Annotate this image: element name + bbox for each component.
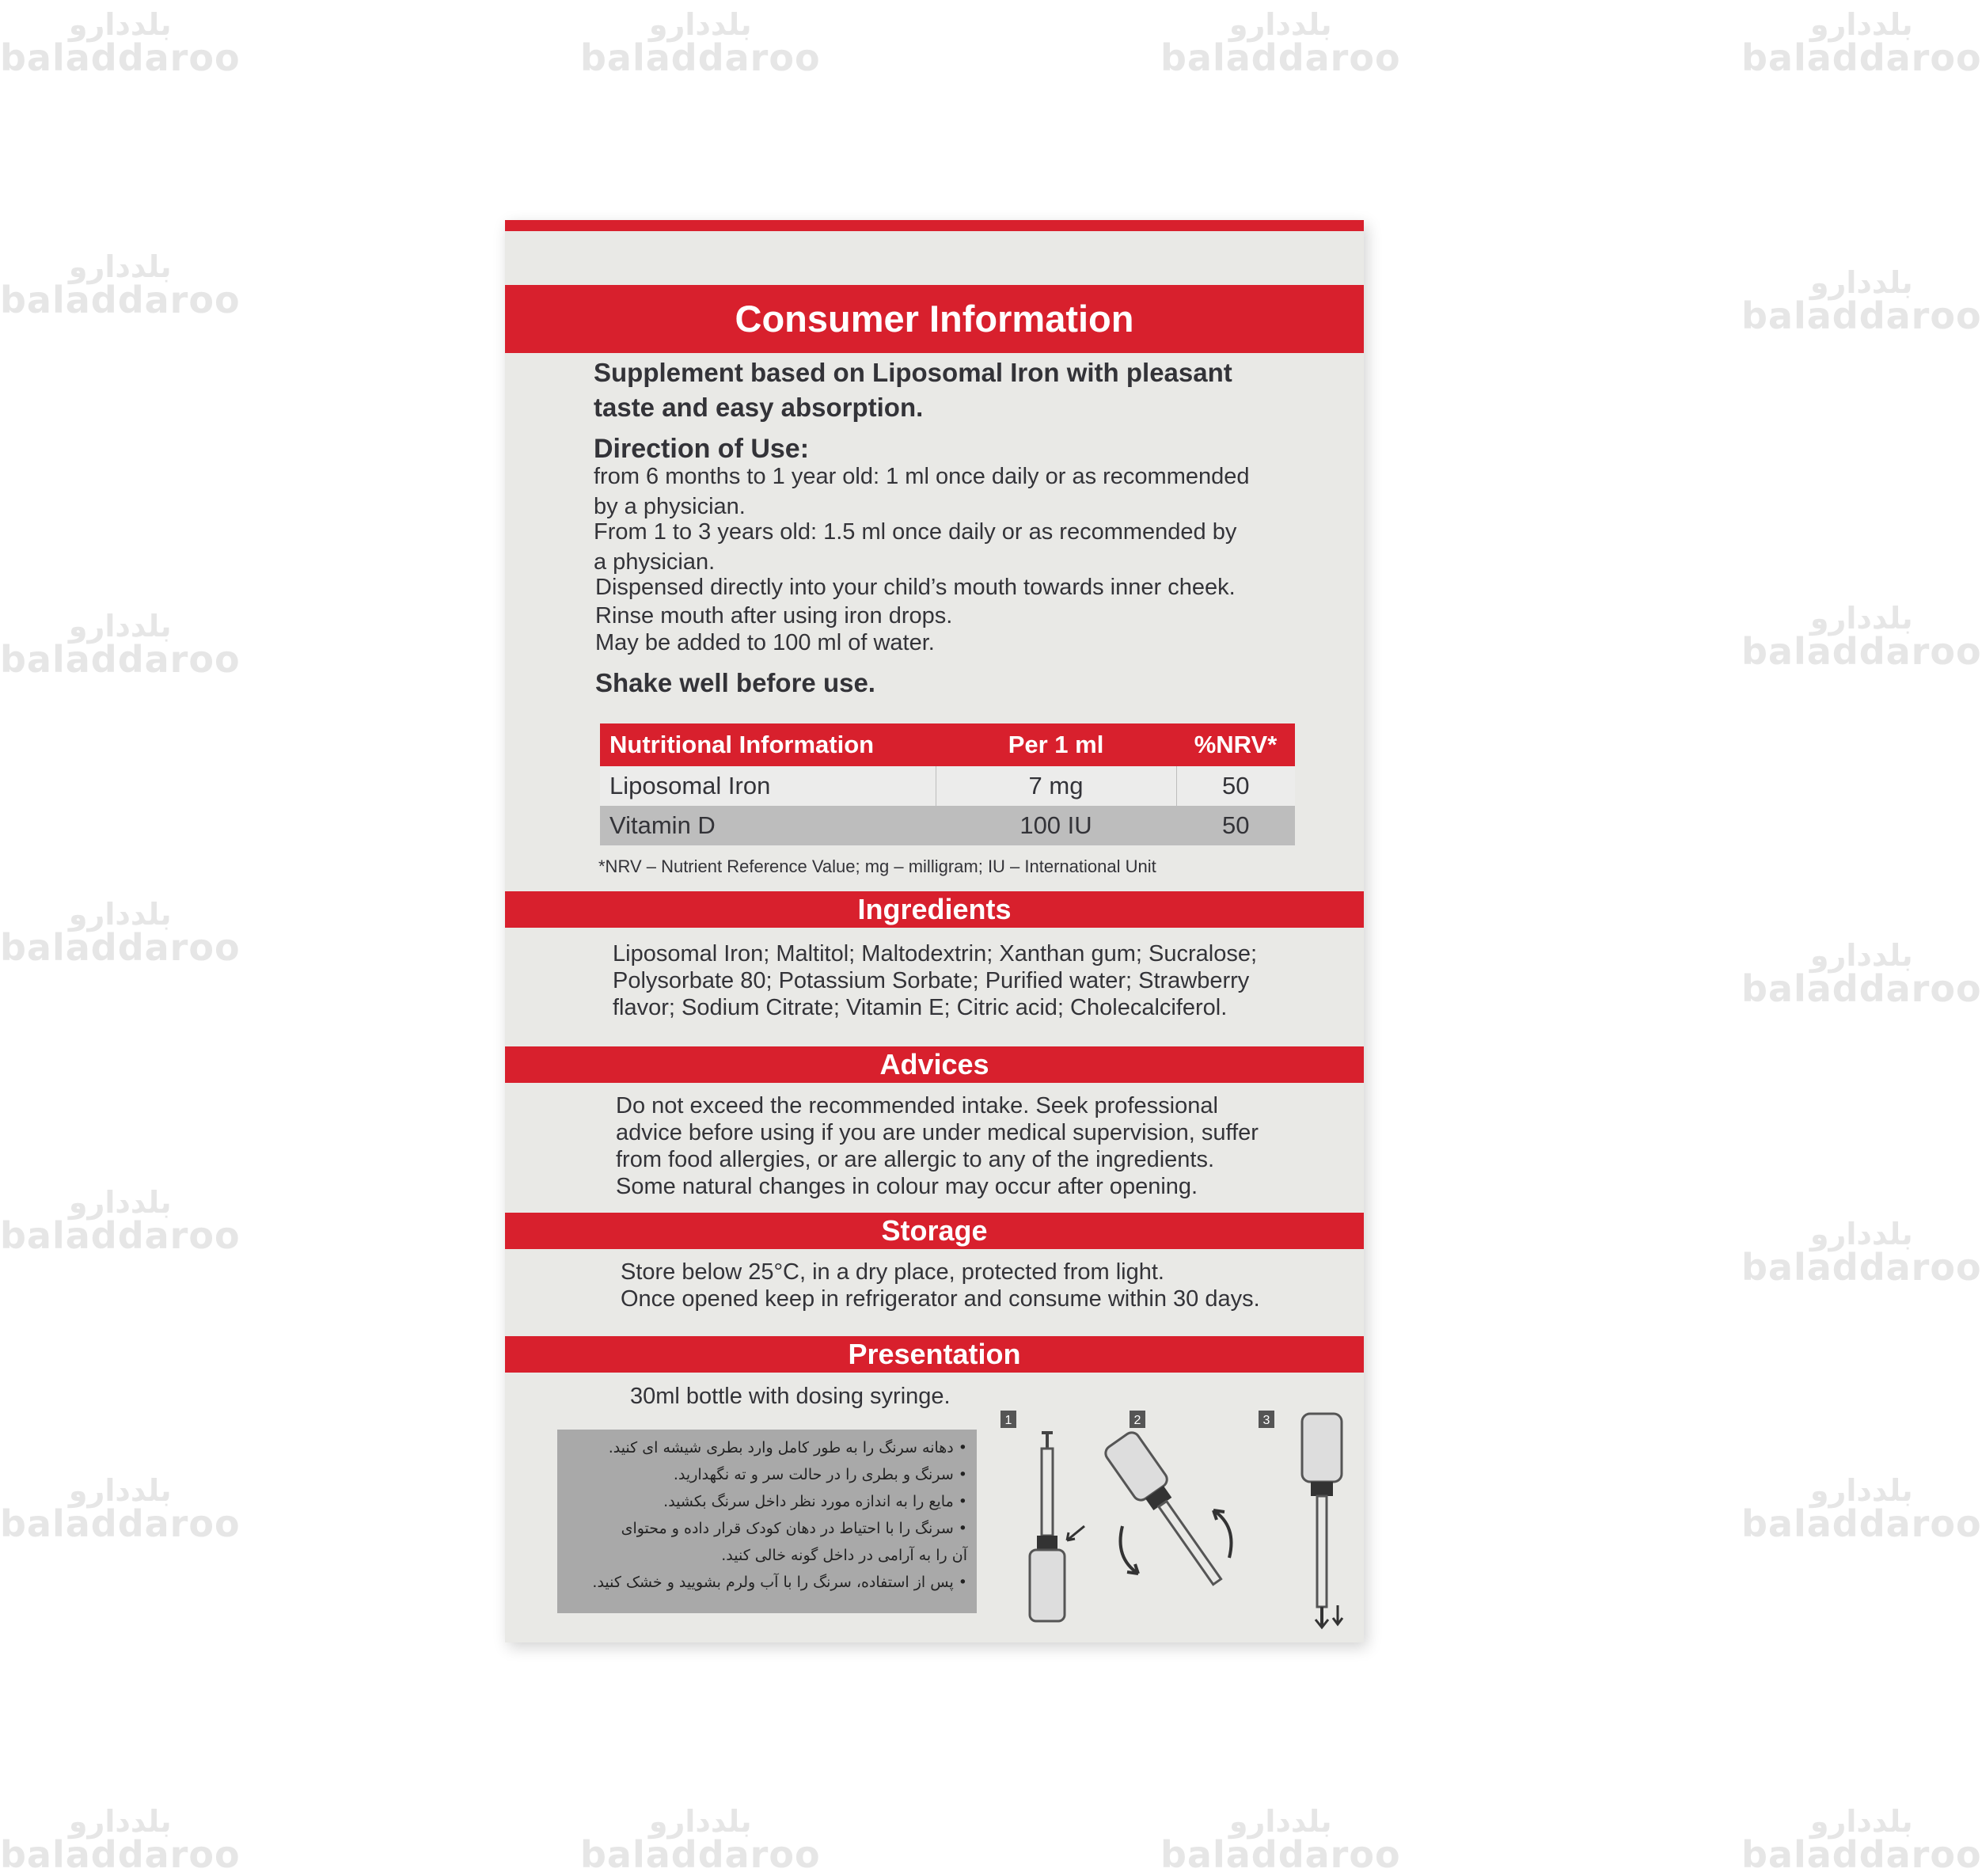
watermark: بلددارو baladdaroo — [1741, 265, 1982, 337]
shake-note: Shake well before use. — [595, 668, 875, 697]
farsi-instructions — [557, 1430, 977, 1613]
ingredients-band — [505, 891, 1364, 928]
table-header: %NRV* — [1176, 723, 1295, 766]
farsi-line: • سرنگ و بطری را در حالت سر و ته نگهدارید. — [673, 1466, 967, 1483]
ingredients-line: Liposomal Iron; Maltitol; Maltodextrin; Xanthan gum; Sucralose; — [613, 941, 1258, 966]
table-row — [600, 806, 1295, 845]
watermark: بلددارو baladdaroo — [1741, 1217, 1982, 1289]
table-cell: 100 IU — [936, 806, 1176, 845]
ingredients-heading: Ingredients — [857, 893, 1012, 925]
storage-line: Store below 25°C, in a dry place, protected from light. — [621, 1259, 1164, 1285]
watermark: بلددارو baladdaroo — [0, 1185, 241, 1257]
watermark: بلددارو baladdaroo — [580, 7, 821, 79]
farsi-line: • دهانه سرنگ را به طور کامل وارد بطری شیشه ای کنید. — [608, 1439, 967, 1456]
watermark: بلددارو baladdaroo — [1160, 7, 1401, 79]
direction-line: from 6 months to 1 year old: 1 ml once daily or as recommended — [594, 464, 1250, 489]
table-header: Per 1 ml — [936, 723, 1176, 766]
advices-line: from food allergies, or are allergic to any of the ingredients. — [616, 1147, 1215, 1172]
direction-line: by a physician. — [594, 494, 746, 519]
presentation-text: 30ml bottle with dosing syringe. — [630, 1384, 951, 1409]
advices-band — [505, 1046, 1364, 1083]
farsi-line: • پس از استفاده، سرنگ را با آب ولرم بشویید و خشک کنید. — [592, 1574, 967, 1591]
farsi-line: آن را به آرامی در داخل گونه خالی کنید. — [721, 1547, 967, 1564]
watermark: بلددارو baladdaroo — [580, 1804, 821, 1876]
advices-line: advice before using if you are under medical supervision, suffer — [616, 1120, 1259, 1145]
table-row — [600, 766, 1295, 806]
intro-line-1: Supplement based on Liposomal Iron with pleasant — [594, 358, 1232, 387]
table-cell: Vitamin D — [600, 806, 936, 845]
step-number: 3 — [1262, 1414, 1270, 1427]
ingredients-text — [613, 940, 1257, 1021]
step-3-illustration — [1259, 1411, 1342, 1627]
table-cell: 7 mg — [936, 766, 1176, 806]
direction-line: Rinse mouth after using iron drops. — [595, 603, 953, 628]
ingredients-line: Polysorbate 80; Potassium Sorbate; Purified water; Strawberry — [613, 968, 1250, 993]
page-title: Consumer Information — [735, 298, 1134, 340]
advices-heading: Advices — [879, 1048, 989, 1080]
table-cell: Liposomal Iron — [600, 766, 936, 806]
dosing-steps-illustration — [996, 1407, 1352, 1637]
intro-line-2: taste and easy absorption. — [594, 393, 924, 422]
watermark: بلددارو baladdaroo — [1160, 1804, 1401, 1876]
ingredients-line: flavor; Sodium Citrate; Vitamin E; Citric acid; Cholecalciferol. — [613, 995, 1228, 1020]
table-header: Nutritional Information — [600, 723, 936, 766]
direction-heading: Direction of Use: — [594, 434, 810, 464]
direction-line: a physician. — [594, 549, 716, 575]
product-box — [505, 220, 1364, 1642]
watermark: بلددارو baladdaroo — [0, 609, 241, 681]
table-cell: 50 — [1176, 806, 1295, 845]
step-2-illustration — [1103, 1411, 1232, 1593]
nrv-footnote: *NRV – Nutrient Reference Value; mg – milligram; IU – International Unit — [598, 856, 1156, 876]
watermark: بلددارو baladdaroo — [0, 1804, 241, 1876]
presentation-band — [505, 1336, 1364, 1373]
watermark: بلددارو baladdaroo — [0, 7, 241, 79]
nutrition-table — [600, 723, 1295, 845]
storage-band — [505, 1213, 1364, 1249]
watermark: بلددارو baladdaroo — [1741, 938, 1982, 1010]
step-number: 1 — [1004, 1414, 1012, 1427]
watermark: بلددارو baladdaroo — [0, 897, 241, 969]
consumer-info-header — [505, 285, 1364, 353]
watermark: بلددارو baladdaroo — [0, 249, 241, 321]
watermark: بلددارو baladdaroo — [0, 1473, 241, 1545]
watermark: بلددارو baladdaroo — [1741, 7, 1982, 79]
farsi-line: • مایع را به اندازه مورد نظر داخل سرنگ بکشید. — [663, 1493, 967, 1510]
storage-text — [621, 1259, 1260, 1312]
advices-line: Some natural changes in colour may occur after opening. — [616, 1174, 1198, 1199]
advices-line: Do not exceed the recommended intake. Seek professional — [616, 1093, 1218, 1118]
presentation-heading: Presentation — [848, 1338, 1021, 1370]
storage-line: Once opened keep in refrigerator and consume within 30 days. — [621, 1286, 1260, 1312]
watermark: بلددارو baladdaroo — [1741, 601, 1982, 673]
farsi-line: • سرنگ را با احتیاط در دهان کودک قرار داده و محتوای — [621, 1520, 967, 1537]
storage-heading: Storage — [881, 1214, 988, 1247]
direction-line: May be added to 100 ml of water. — [595, 630, 935, 655]
direction-line: Dispensed directly into your child’s mouth towards inner cheek. — [595, 575, 1236, 600]
direction-line: From 1 to 3 years old: 1.5 ml once daily or as recommended by — [594, 519, 1237, 545]
watermark: بلددارو baladdaroo — [1741, 1804, 1982, 1876]
watermark: بلددارو baladdaroo — [1741, 1473, 1982, 1545]
step-1-illustration — [1000, 1411, 1084, 1621]
advices-text — [616, 1092, 1281, 1200]
table-cell: 50 — [1176, 766, 1295, 806]
step-number: 2 — [1133, 1414, 1141, 1427]
